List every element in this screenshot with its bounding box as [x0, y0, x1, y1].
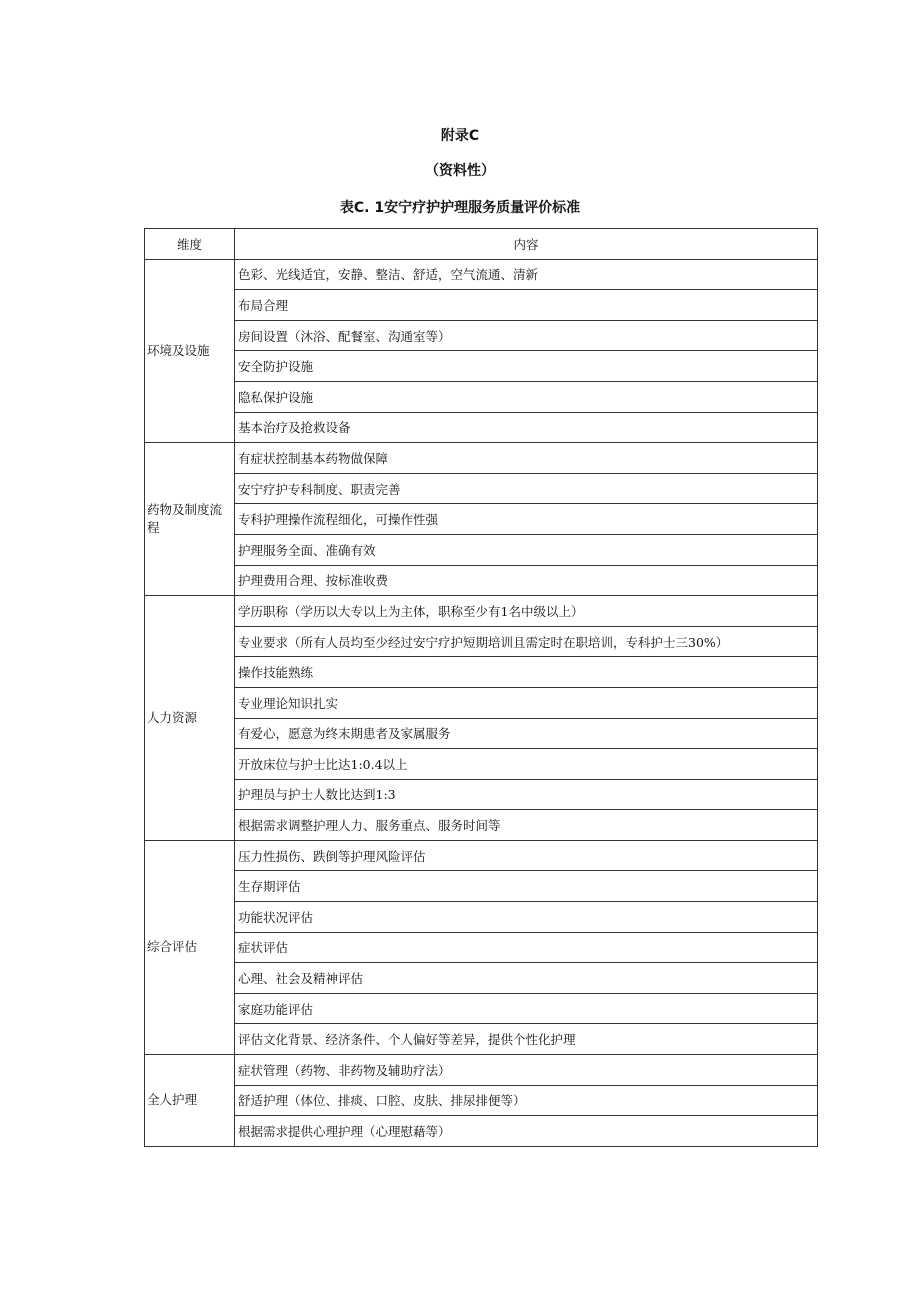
table-row — [145, 779, 818, 810]
table-row — [145, 1024, 818, 1055]
table-row — [145, 1055, 818, 1086]
table-row — [145, 412, 818, 443]
dimension-cell: 综合评估 — [145, 840, 235, 1054]
content-cell: 隐私保护设施 — [235, 381, 818, 412]
content-cell: 有症状控制基本药物做保障 — [235, 443, 818, 474]
table-row — [145, 290, 818, 321]
table-row — [145, 259, 818, 290]
table-row — [145, 504, 818, 535]
appendix-title: 附录C — [440, 128, 480, 144]
content-cell: 基本治疗及抢救设备 — [235, 412, 818, 443]
table-row — [145, 810, 818, 841]
content-cell: 学历职称（学历以大专以上为主体，职称至少有1名中级以上） — [235, 596, 818, 627]
content-cell: 房间设置（沐浴、配餐室、沟通室等） — [235, 320, 818, 351]
table-row — [145, 1085, 818, 1116]
content-cell: 根据需求调整护理人力、服务重点、服务时间等 — [235, 810, 818, 841]
table-row — [145, 351, 818, 382]
table-row — [145, 902, 818, 933]
content-cell: 护理费用合理、按标准收费 — [235, 565, 818, 596]
table-row — [145, 871, 818, 902]
content-cell: 心理、社会及精神评估 — [235, 963, 818, 994]
table-row — [145, 840, 818, 871]
table-row — [145, 1116, 818, 1147]
content-cell: 色彩、光线适宜，安静、整洁、舒适，空气流通、清新 — [235, 259, 818, 290]
content-cell: 家庭功能评估 — [235, 993, 818, 1024]
table-row — [145, 963, 818, 994]
dimension-cell: 全人护理 — [145, 1055, 235, 1147]
content-cell: 生存期评估 — [235, 871, 818, 902]
content-cell: 安全防护设施 — [235, 351, 818, 382]
content-cell: 开放床位与护士比达1:0.4以上 — [235, 749, 818, 780]
table-row — [145, 381, 818, 412]
evaluation-table — [144, 228, 818, 1147]
table-row — [145, 718, 818, 749]
table-row — [145, 993, 818, 1024]
table-row — [145, 565, 818, 596]
content-cell: 操作技能熟练 — [235, 657, 818, 688]
content-cell: 安宁疗护专科制度、职责完善 — [235, 473, 818, 504]
content-cell: 专科护理操作流程细化，可操作性强 — [235, 504, 818, 535]
content-cell: 功能状况评估 — [235, 902, 818, 933]
table-row — [145, 320, 818, 351]
table-body — [145, 259, 818, 1146]
content-cell: 专业要求（所有人员均至少经过安宁疗护短期培训且需定时在职培训，专科护士三30%） — [235, 626, 818, 657]
table-row — [145, 687, 818, 718]
content-cell: 根据需求提供心理护理（心理慰藉等） — [235, 1116, 818, 1147]
dimension-cell: 环境及设施 — [145, 259, 235, 443]
content-cell: 评估文化背景、经济条件、个人偏好等差异，提供个性化护理 — [235, 1024, 818, 1055]
table-header-row — [145, 229, 818, 260]
content-cell: 布局合理 — [235, 290, 818, 321]
content-cell: 专业理论知识扎实 — [235, 687, 818, 718]
column-header-content: 内容 — [235, 229, 818, 260]
dimension-cell: 人力资源 — [145, 596, 235, 841]
content-cell: 护理服务全面、准确有效 — [235, 534, 818, 565]
table-row — [145, 932, 818, 963]
appendix-note: （资料性） — [425, 163, 495, 179]
table-row — [145, 473, 818, 504]
content-cell: 有爱心，愿意为终末期患者及家属服务 — [235, 718, 818, 749]
table-caption: 表C. 1安宁疗护护理服务质量评价标准 — [339, 200, 581, 216]
content-cell: 症状管理（药物、非药物及辅助疗法） — [235, 1055, 818, 1086]
table-row — [145, 749, 818, 780]
table-row — [145, 596, 818, 627]
content-cell: 症状评估 — [235, 932, 818, 963]
table-row — [145, 657, 818, 688]
table-row — [145, 443, 818, 474]
table-row — [145, 626, 818, 657]
content-cell: 压力性损伤、跌倒等护理风险评估 — [235, 840, 818, 871]
content-cell: 舒适护理（体位、排痰、口腔、皮肤、排尿排便等） — [235, 1085, 818, 1116]
content-cell: 护理员与护士人数比达到1:3 — [235, 779, 818, 810]
column-header-dimension: 维度 — [145, 229, 235, 260]
table-row — [145, 534, 818, 565]
dimension-cell: 药物及制度流程 — [145, 443, 235, 596]
